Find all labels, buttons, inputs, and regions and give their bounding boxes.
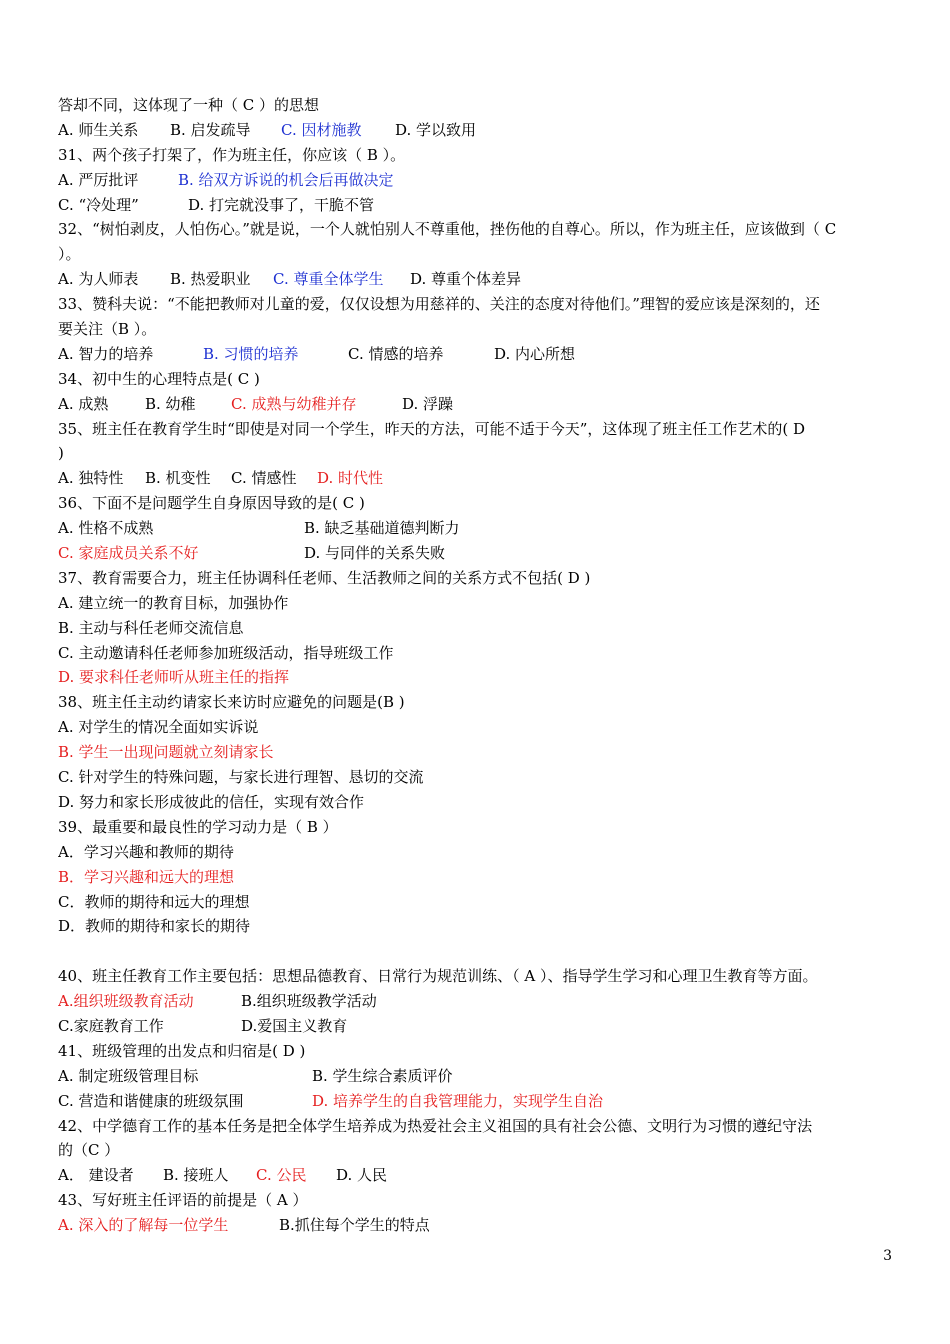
question-line: 41、班级管理的出发点和归宿是( D ) xyxy=(58,1041,306,1060)
option: D. 学以致用 xyxy=(395,120,477,139)
option-answer: D. 要求科任老师听从班主任的指挥 xyxy=(58,668,290,687)
question-line: 31、两个孩子打架了，作为班主任，你应该（ B ）。 xyxy=(58,145,406,164)
option: A. 对学生的情况全面如实诉说 xyxy=(58,718,259,737)
option: C. 主动邀请科任老师参加班级活动，指导班级工作 xyxy=(58,643,394,662)
question-line: 32、“树怕剥皮，人怕伤心。”就是说，一个人就怕别人不尊重他，挫伤他的自尊心。所以，作为班主任，应该做到（ C xyxy=(58,220,837,239)
question-line: 35、班主任在教育学生时“即使是对同一个学生，昨天的方法，可能不适于今天”，这体现了班主任工作艺术的( D xyxy=(58,419,806,438)
options-line xyxy=(58,989,898,1014)
question-line: 36、下面不是问题学生自身原因导致的是( C ) xyxy=(58,494,365,513)
option: D. 浮躁 xyxy=(402,394,454,413)
option: A. 严厉批评 xyxy=(58,170,139,189)
option: C. “冷处理” xyxy=(58,195,139,214)
option: B. 缺乏基础道德判断力 xyxy=(304,519,460,538)
options-line xyxy=(58,1213,898,1238)
option: A. 师生关系 xyxy=(58,120,139,139)
options-line xyxy=(58,342,898,367)
option: B. 热爱职业 xyxy=(170,270,251,289)
options-line xyxy=(58,1014,898,1039)
question-line: ) xyxy=(58,444,64,463)
options-line xyxy=(58,118,898,143)
question-line: 43、写好班主任评语的前提是（ A ） xyxy=(58,1191,308,1210)
options-line xyxy=(58,168,898,193)
option: D.爱国主义教育 xyxy=(241,1016,348,1035)
options-line xyxy=(58,541,898,566)
option: B. 启发疏导 xyxy=(170,120,251,139)
option: D. 内心所想 xyxy=(494,344,576,363)
options-line xyxy=(58,1064,898,1089)
option-answer: C. 公民 xyxy=(256,1166,307,1185)
options-line xyxy=(58,1163,898,1188)
option: C. 营造和谐健康的班级氛围 xyxy=(58,1091,244,1110)
option: C. 情感性 xyxy=(231,469,297,488)
question-line: 37、教育需要合力，班主任协调科任老师、生活教师之间的关系方式不包括( D ) xyxy=(58,568,591,587)
options-line xyxy=(58,516,898,541)
question-line: 34、初中生的心理特点是( C ) xyxy=(58,369,260,388)
option: A. 为人师表 xyxy=(58,270,139,289)
question-line: 答却不同，这体现了一种（ C ）的思想 xyxy=(58,96,320,114)
option: D．教师的期待和家长的期待 xyxy=(58,917,251,936)
question-line: 38、班主任主动约请家长来访时应避免的问题是(B ) xyxy=(58,693,405,712)
document-page xyxy=(58,93,898,1238)
option: A．学习兴趣和教师的期待 xyxy=(58,842,234,861)
option-answer: C. 尊重全体学生 xyxy=(273,270,384,289)
option-answer: C. 家庭成员关系不好 xyxy=(58,544,199,563)
option: D. 打完就没事了，干脆不管 xyxy=(188,195,375,214)
option: A. 制定班级管理目标 xyxy=(58,1066,199,1085)
option: C．教师的期待和远大的理想 xyxy=(58,892,250,911)
option-answer: B．学习兴趣和远大的理想 xyxy=(58,867,235,886)
option-answer: D. 时代性 xyxy=(317,469,384,488)
options-line xyxy=(58,392,898,417)
question-line: 42、中学德育工作的基本任务是把全体学生培养成为热爱社会主义祖国的具有社会公德、文明行为习惯的遵纪守法 xyxy=(58,1116,813,1135)
option: D. 努力和家长形成彼此的信任，实现有效合作 xyxy=(58,792,365,811)
option: A. 成熟 xyxy=(58,394,109,413)
option: A. 独特性 xyxy=(58,469,124,488)
option-answer: C. 因材施教 xyxy=(281,120,362,139)
option: B.抓住每个学生的特点 xyxy=(279,1216,430,1235)
options-line xyxy=(58,193,898,218)
question-line: 的（C ） xyxy=(58,1141,120,1160)
question-line: 要关注（B ）。 xyxy=(58,320,157,339)
option: C. 情感的培养 xyxy=(348,344,444,363)
option: D. 尊重个体差异 xyxy=(410,270,522,289)
option: B. 主动与科任老师交流信息 xyxy=(58,618,244,637)
option: B.组织班级教学活动 xyxy=(241,992,377,1011)
option-answer: A. 深入的了解每一位学生 xyxy=(58,1216,229,1235)
page-number: 3 xyxy=(883,1248,892,1264)
option: D. 与同伴的关系失败 xyxy=(304,544,446,563)
option: B. 接班人 xyxy=(163,1166,229,1185)
option: C. 针对学生的特殊问题，与家长进行理智、恳切的交流 xyxy=(58,768,424,787)
option: B. 机变性 xyxy=(145,469,211,488)
option: D. 人民 xyxy=(336,1166,388,1185)
option-answer: D. 培养学生的自我管理能力，实现学生自治 xyxy=(312,1091,604,1110)
question-line: 39、最重要和最良性的学习动力是（ B ） xyxy=(58,817,338,836)
option: C.家庭教育工作 xyxy=(58,1016,164,1035)
option-answer: A.组织班级教育活动 xyxy=(58,992,194,1011)
option-answer: B. 学生一出现问题就立刻请家长 xyxy=(58,743,274,762)
option-answer: B. 习惯的培养 xyxy=(203,344,299,363)
options-line xyxy=(58,267,898,292)
option-answer: C. 成熟与幼稚并存 xyxy=(231,394,357,413)
question-line: 33、赞科夫说：“不能把教师对儿童的爱，仅仅设想为用慈祥的、关注的态度对待他们。”理智的爱应该是深刻的，还 xyxy=(58,295,820,314)
question-line: 40、班主任教育工作主要包括：思想品德教育、日常行为规范训练、（ A ）、指导学生学习和心理卫生教育等方面。 xyxy=(58,967,818,986)
option-answer: B. 给双方诉说的机会后再做决定 xyxy=(178,170,394,189)
option: A． 建设者 xyxy=(58,1166,134,1185)
options-line xyxy=(58,1089,898,1114)
option: B. 幼稚 xyxy=(145,394,196,413)
option: A. 性格不成熟 xyxy=(58,519,154,538)
question-line: ）。 xyxy=(58,245,81,264)
option: A. 智力的培养 xyxy=(58,344,154,363)
option: B. 学生综合素质评价 xyxy=(312,1066,453,1085)
blank-line xyxy=(58,939,898,964)
options-line xyxy=(58,466,898,491)
option: A. 建立统一的教育目标，加强协作 xyxy=(58,593,289,612)
